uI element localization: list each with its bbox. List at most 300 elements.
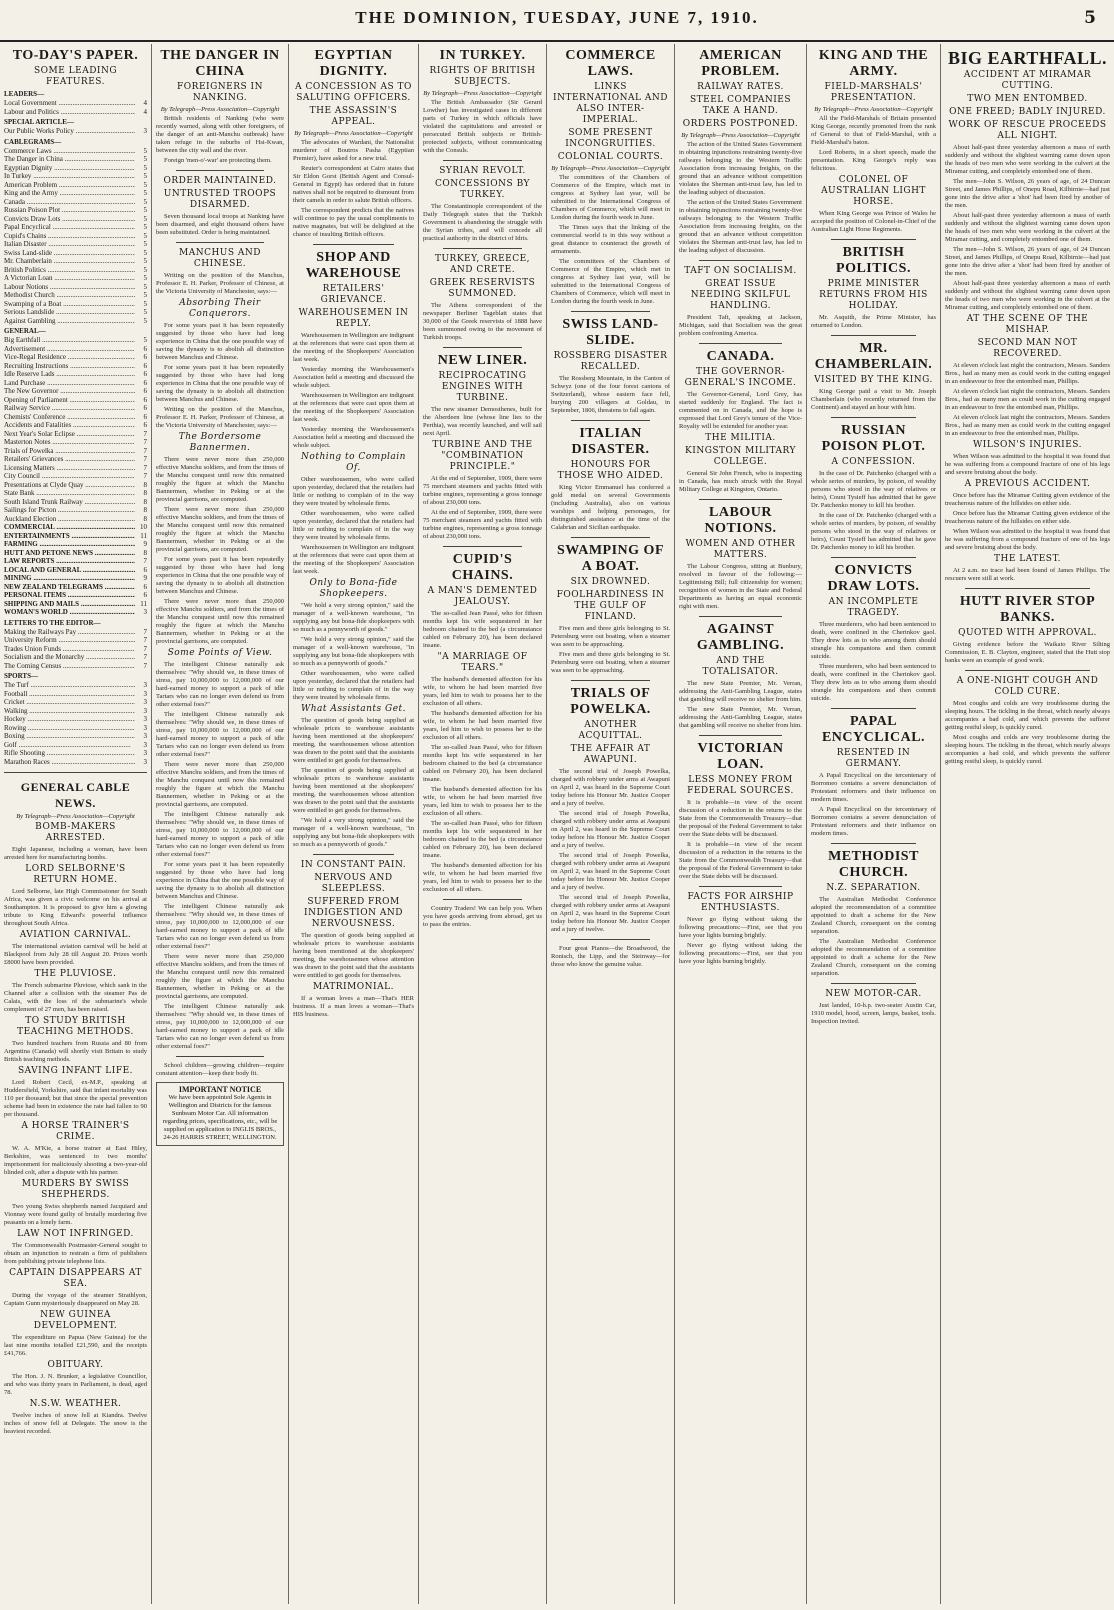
advert-text: Never go flying without taking the following precautions:—First, see that you have your lights burning brightly. <box>679 942 802 965</box>
index-entry <box>4 515 147 524</box>
article-text: The so-called Jean Passé, who for fifteen months kept his wife sequestered in her bedroom chained to the bed (a circumstance cabled on February 20), has been declared insane. <box>423 820 542 859</box>
section-heading: What Assistants Get. <box>301 704 406 714</box>
index-entry <box>4 362 147 371</box>
article-text: The Times says that the linking of the commercial world is in this way without a great distance to counteract the growth of armaments. <box>551 224 670 255</box>
index-entry-name: Vice-Regal Residence ..... <box>4 353 135 362</box>
index-entry <box>4 749 147 758</box>
article-subhead: HONOURS FOR THOSE WHO AIDED. <box>557 460 664 481</box>
index-entry <box>4 164 147 173</box>
index-entry-name: Our Public Works Policy ..... <box>4 127 135 136</box>
article-text: When King George was Prince of Wales he accepted the position of Colonel-in-Chief of the Australian Light Horse Regiments. <box>811 210 936 233</box>
story-heading: LORD SELBORNE'S RETURN HOME. <box>25 864 126 885</box>
column-commerce <box>546 44 674 1604</box>
story-heading: MURDERS BY SWISS SHEPHERDS. <box>21 1179 130 1200</box>
index-entry-page: 5 <box>143 308 147 316</box>
index-entry <box>4 266 147 275</box>
article-headline: SWAMPING OF A BOAT. <box>557 543 664 574</box>
index-entry-page: 3 <box>143 749 147 757</box>
advert-heading: NEW MOTOR-CAR. <box>825 989 922 999</box>
index-entry-name: Football ..... <box>4 690 135 699</box>
index-entry-name: FARMING ..... <box>4 540 135 549</box>
article-text: The husband's demented affection for his wife, to whom he had been married five years, led him to wish to possess her to the exclusion of all others. <box>423 676 542 707</box>
byline: By Telegraph—Press Association—Copyright <box>423 90 542 97</box>
index-entry-page: 7 <box>143 644 147 653</box>
article-subhead: A CONCESSION AS TO SALUTING OFFICERS. <box>295 82 412 103</box>
index-entry <box>4 724 147 733</box>
story-heading: THE PLUVIOSE. <box>34 969 117 979</box>
index-entry-name: Local Government ..... <box>4 99 135 108</box>
index-entry-name: Commerce Laws ..... <box>4 147 135 156</box>
index-entry <box>4 155 147 164</box>
index-entry-page: 5 <box>143 291 147 299</box>
advert-text: If a woman loves a man—That's HER business. If a man loves a woman—That's HIS business. <box>293 995 414 1018</box>
index-entry-page: 6 <box>143 591 147 599</box>
section-heading: COLONEL OF AUSTRALIAN LIGHT HORSE. <box>821 175 926 207</box>
index-entry <box>4 732 147 741</box>
article-text: About half-past three yesterday afternoon a mass of earth suddenly and without the slightest warning came down upon the heads of two men who were working in the culvert at the Miramar cutting, and completely entombed one of them. <box>945 212 1110 243</box>
index-entry-name: ENTERTAINMENTS ..... <box>4 532 135 541</box>
story-text: Two hundred teachers from Russia and 80 from Argentina (Canada) will shortly visit Britain to study British teaching methods. <box>4 1040 147 1063</box>
index-entry-page: 7 <box>143 429 147 438</box>
index-entry-name: Against Gambling ..... <box>4 317 135 326</box>
article-text: For some years past it has been repeatedly suggested by those who have had long experience in China that the one possible way of saving the dynasty is to abolish all distinction between Manchus and Chinese. <box>156 556 284 595</box>
index-entry-page: 5 <box>143 336 147 344</box>
article-subhead: LINKS INTERNATIONAL AND ALSO INTER-IMPERIAL. <box>553 82 668 125</box>
index-entry <box>4 608 147 617</box>
article-text: The committees of the Chambers of Commerce of the Empire, which met in congress at Sydney last year, will be submitted to the International Congress of Chambers of Commerce, which will meet in London during the fourth week in June. <box>551 174 670 221</box>
index-entry <box>4 274 147 283</box>
article-text: It is probable—in view of the recent discussion of a reduction in the returns to the State from the Commonwealth Treasury—that the proposal of the Federal Government to take over the State debts will be discussed. <box>679 799 802 838</box>
index-entry-page: 5 <box>143 316 147 325</box>
section-heading: SYRIAN REVOLT. <box>439 166 526 176</box>
article-text: The intelligent Chinese naturally ask themselves: "Why should we, in these times of stress, pay 10,000,000 to 12,000,000 of our hard-earned money to support a pack of idle Tartars who can no longer even defend us from other external foes?" <box>156 903 284 950</box>
section-heading: GREEK RESERVISTS SUMMONED. <box>429 278 536 299</box>
index-entry <box>4 557 147 566</box>
article-subhead: WAREHOUSEMEN IN REPLY. <box>298 308 409 329</box>
index-entry-name: Italian Disaster ..... <box>4 240 135 249</box>
section-heading: "A MARRIAGE OF TEARS." <box>437 652 528 673</box>
section-heading: MANCHUS AND CHINESE. <box>178 248 262 269</box>
index-entry-page: 7 <box>143 463 147 472</box>
index-entry <box>4 215 147 224</box>
index-entry <box>4 189 147 198</box>
advert-heading: IN CONSTANT PAIN. <box>300 860 407 870</box>
article-text: Three murderers, who had been sentenced to death, were confined in the Cherinkov gaol. They drew lots as to who among them should strangle his companions and then commit suicide. <box>811 621 936 660</box>
index-entry <box>4 232 147 241</box>
index-entry-name: Idle Reserve Lads ..... <box>4 370 135 379</box>
index-entry-name: Russian Poison Plot ..... <box>4 206 135 215</box>
index-category: SPECIAL ARTICLE— <box>4 118 74 126</box>
index-entry-page: 5 <box>143 265 147 274</box>
story-heading: CAPTAIN DISAPPEARS AT SEA. <box>9 1268 142 1289</box>
article-text: At 2 a.m. no trace had been found of James Phillips. The rescuers were still at work. <box>945 567 1110 582</box>
article-text: The so-called Jean Passé, who for fifteen months kept his wife sequestered in her bedroom chained to the bed (a circumstance cabled on February 20), has been declared insane. <box>423 610 542 649</box>
index-entry-name: City Council ..... <box>4 472 135 481</box>
index-entry-name: South Island Trunk Railway ..... <box>4 498 135 507</box>
index-entry-name: Swamping of a Boat ..... <box>4 300 135 309</box>
cable-news-heading: GENERAL CABLE NEWS. <box>20 780 131 810</box>
article-text: President Taft, speaking at Jackson, Michigan, said that Socialism was the great problem confronting America. <box>679 314 802 337</box>
advert-text: Most coughs and colds are very troublesome during the sleeping hours. The tickling in the throat, which nearly always accompanies a bad cold, and which prevents the sufferer getting restful sleep, is quickly cured. <box>945 700 1110 731</box>
index-entry-page: 3 <box>143 706 147 715</box>
article-text: The advocates of Wardani, the Nationalist murderer of Boutros Pasha (Egyptian Premier), have asked for a new trial. <box>293 139 414 162</box>
index-entry-name: The New Governor ..... <box>4 387 135 396</box>
section-heading: Absorbing Their Conquerors. <box>179 298 261 319</box>
todays-paper-heading: TO-DAY'S PAPER. <box>12 48 139 63</box>
article-subhead: LESS MONEY FROM FEDERAL SOURCES. <box>687 775 794 796</box>
article-text: Writing on the position of the Manchus, Professor E. H. Parker, Professor of Chinese, at the Victoria University of Manchester, says:— <box>156 406 284 429</box>
article-headline: THE DANGER IN CHINA <box>160 48 280 79</box>
story-text: The Hon. J. N. Brunker, a legislative Councillor, and who was thirty years in Parliament, is dead, aged 78. <box>4 1373 147 1396</box>
index-entry-page: 5 <box>143 282 147 291</box>
article-text: The intelligent Chinese naturally ask themselves: "Why should we, in these times of stress, pay 10,000,000 to 12,000,000 of our hard-earned money to support a pack of idle Tartars who can no longer even defend us from other external foes?" <box>156 811 284 858</box>
index-entry <box>4 198 147 207</box>
index-entry-name: Opening of Parliament ..... <box>4 396 135 405</box>
index-entry-page: 8 <box>143 548 147 557</box>
index-category: SPORTS— <box>4 672 38 680</box>
article-subhead: RAILWAY RATES. <box>697 82 784 92</box>
article-headline: RUSSIAN POISON PLOT. <box>821 423 926 454</box>
index-entry-page: 7 <box>143 472 147 480</box>
article-text: "We hold a very strong opinion," said the manager of a well-known warehouse, "in supplying any but bona-fide shopkeepers with so much as a pennyworth of goods." <box>293 636 414 667</box>
index-entry-page: 5 <box>143 155 147 163</box>
article-text: King George paid a visit to Mr. Joseph Chamberlain (who recently returned from the Continent) and stayed an hour with him. <box>811 388 936 411</box>
column-turkey <box>418 44 546 1604</box>
index-entry-page: 9 <box>143 574 147 582</box>
advert-text: Just landed, 10-h.p. two-seater Austin Car, 1910 model, hood, screen, lamps, basket, tools. Inspection invited. <box>811 1002 936 1025</box>
article-headline: CANADA. <box>706 349 775 364</box>
article-subhead: THE AFFAIR AT AWAPUNI. <box>570 744 651 765</box>
index-entry-page: 5 <box>143 206 147 214</box>
byline: By Telegraph—Press Association—Copyright <box>681 132 800 139</box>
index-entry-page: 6 <box>143 395 147 404</box>
article-text: There were never more than 250,000 effective Manchu soldiers, and from the times of the Manchu conquest until now this remained roughly the figure at which the Manchu Bannermen, whether in Peking or at the provincial garrisons, are computed. <box>156 953 284 1000</box>
index-entry-page: 5 <box>143 223 147 231</box>
index-entry-page: 6 <box>143 387 147 395</box>
index-entry-name: MINING ..... <box>4 574 135 583</box>
article-subhead: ANOTHER ACQUITTAL. <box>578 720 643 741</box>
column-index <box>0 44 151 1604</box>
section-heading: TURBINE AND THE "COMBINATION PRINCIPLE." <box>432 440 533 472</box>
index-entry <box>4 698 147 707</box>
article-subhead: AND THE TOTALISATOR. <box>702 656 779 677</box>
advert-heading: SUFFERED FROM INDIGESTION AND NERVOUSNESS. <box>304 897 403 929</box>
article-subhead: FOOLHARDINESS IN THE GULF OF FINLAND. <box>556 590 665 622</box>
section-heading: Only to Bona-fide Shopkeepers. <box>309 578 398 599</box>
story-heading: A HORSE TRAINER'S CRIME. <box>21 1121 130 1142</box>
index-entry <box>4 741 147 750</box>
article-subhead: ONE FREED; BADLY INJURED. <box>949 107 1106 117</box>
article-subhead: RETAILERS' GRIEVANCE. <box>320 284 387 305</box>
index-entry-page: 3 <box>143 715 147 723</box>
index-entry-page: 6 <box>143 412 147 421</box>
index-entry-page: 6 <box>143 353 147 361</box>
article-headline: LABOUR NOTIONS. <box>704 505 777 536</box>
article-text: The Rossberg Mountain, in the Canton of Schwyz (one of the four forest cantons of Switzerland), whose eastern face fell, burying 200 villagers at Goldau, in September, 1806, threatens to fall again. <box>551 375 670 414</box>
index-entry-name: Trades Union Funds ..... <box>4 645 135 654</box>
index-entry-page: 7 <box>143 446 147 455</box>
article-text: King Victor Emmanuel has conferred a gold medal on several Governments (including Australia), also on various warships and helping personages, for distinguished assistance at the time of the Calabrian and Sicilian earthquake. <box>551 484 670 531</box>
index-entry-page: 3 <box>143 732 147 740</box>
article-text: Three murderers, who had been sentenced to death, were confined in the Cherinkov gaol. They drew lots as to who among them should strangle his companions and then commit suicide. <box>811 663 936 702</box>
article-headline: TRIALS OF POWELKA. <box>570 686 651 717</box>
index-entry <box>4 690 147 699</box>
index-entry-page: 6 <box>143 344 147 353</box>
article-subhead: TWO MEN ENTOMBED. <box>967 94 1088 104</box>
index-entry-name: Retailers' Grievances ..... <box>4 455 135 464</box>
story-text: Two young Swiss shepherds named Jacquiard and Vionnay were found guilty of brutally murdering five peasants on a lonely farm. <box>4 1203 147 1226</box>
index-entry <box>4 636 147 645</box>
article-text: The intelligent Chinese naturally ask themselves: "Why should we, in these times of stress, pay 10,000,000 to 12,000,000 of our hard-earned money to support a pack of idle Tartars who can no longer even defend us from other external foes?" <box>156 1003 284 1050</box>
story-heading: TO STUDY BRITISH TEACHING METHODS. <box>17 1016 134 1037</box>
story-text: Lord Selborne, late High Commissioner for South Africa, was given a civic welcome on his arrival at Southampton. It is proposed to give him a glowing tribute to King Edward's powerful influence throughout South Africa. <box>4 888 147 927</box>
index-entry-page: 7 <box>143 627 147 636</box>
article-subhead: ROSSBERG DISASTER RECALLED. <box>553 351 668 372</box>
column-king <box>806 44 940 1604</box>
advert-heading: MATRIMONIAL. <box>313 982 394 992</box>
section-heading: UNTRUSTED TROOPS DISARMED. <box>163 189 277 210</box>
article-text: Reuter's correspondent at Cairo states that Sir Eldon Gorst (British Agent and Consul-General in Egypt) has ordered that in future natives shall not be required to dismount from their camels in order to salute British officers. <box>293 165 414 204</box>
index-entry-page: 11 <box>140 531 147 540</box>
article-subhead: STEEL COMPANIES TAKE A HAND. <box>689 95 792 116</box>
column-america <box>674 44 806 1604</box>
article-text: At the end of September, 1909, there were 75 merchant steamers and yachts fitted with turbine engines, representing a gross tonnage of about 230,000 tons. <box>423 475 542 506</box>
index-entry-page: 8 <box>143 489 147 497</box>
section-heading: AT THE SCENE OF THE MISHAP. <box>966 314 1089 335</box>
index-entry <box>4 336 147 345</box>
index-entry-name: Swiss Land-slide ..... <box>4 249 135 258</box>
index-entry-name: British Politics ..... <box>4 266 135 275</box>
index-entry <box>4 438 147 447</box>
article-text: There were never more than 250,000 effective Manchu soldiers, and from the times of the Manchu conquest until now this remained roughly the figure at which the Manchu Bannermen, whether in Peking or at the provincial garrisons, are computed. <box>156 456 284 503</box>
index-entry-page: 7 <box>143 557 147 565</box>
article-subhead: WORK OF RESCUE PROCEEDS ALL NIGHT. <box>948 120 1107 141</box>
section-heading: Nothing to Complain Of. <box>301 452 406 473</box>
story-text: Lord Robert Cecil, ex-M.P., speaking at Huddersfield, Yorkshire, said that infant mortality was 110 per thousand; but that since the special prevention scheme had been in existence the rate had fallen to 90 per thousand. <box>4 1079 147 1118</box>
advert-text: School children—growing children—require constant attention—keep their body fit. <box>156 1062 284 1077</box>
index-entry <box>4 223 147 232</box>
article-text: Once before has the Miramar Cutting given evidence of the treacherous nature of the hillsides on either side. <box>945 492 1110 507</box>
index-entry-name: Licensing Matters ..... <box>4 464 135 473</box>
index-entry <box>4 464 147 473</box>
article-text: Five men and three girls belonging to St. Petersburg were out boating, when a steamer was seen to be approaching. <box>551 625 670 648</box>
index-entry-name: The Coming Census ..... <box>4 662 135 671</box>
index-entry-name: University Reform ..... <box>4 636 135 645</box>
index-entry <box>4 370 147 379</box>
index-entry <box>4 308 147 317</box>
article-headline: METHODIST CHURCH. <box>828 849 919 880</box>
index-entry-page: 8 <box>143 480 147 489</box>
article-subhead: SOME PRESENT INCONGRUITIES. <box>565 128 656 149</box>
index-entry-name: Trials of Powelka ..... <box>4 447 135 456</box>
article-headline: CONVICTS DRAW LOTS. <box>827 563 920 594</box>
index-entry-page: 3 <box>143 740 147 749</box>
article-text: Warehousemen in Wellington are indignant at the references that were cast upon them at the meeting of the Shopkeepers' Association last week. <box>293 332 414 363</box>
index-entry <box>4 387 147 396</box>
index-entry-page: 3 <box>143 689 147 698</box>
index-entry <box>4 600 147 609</box>
advert-heading: NERVOUS AND SLEEPLESS. <box>314 873 393 894</box>
index-entry-page: 6 <box>143 378 147 387</box>
index-entry-page: 5 <box>143 163 147 172</box>
article-text: The Labour Congress, sitting at Bunbury, resolved in favour of the following:— Legitimising Bill; full citizenship for women; recognition of women in the State and Federal Departments as having an equal economic right with men. <box>679 563 802 610</box>
index-entry-page: 8 <box>143 514 147 523</box>
article-text: It is probable—in view of the recent discussion of a reduction in the returns to the State from the Commonwealth Treasury—that the proposal of the Federal Government to take over the State debts will be discussed. <box>679 841 802 880</box>
article-text: Five men and three girls belonging to St. Petersburg were out boating, when a steamer was seen to be approaching. <box>551 651 670 674</box>
index-entry-page: 5 <box>143 257 147 265</box>
index-entry-page: 5 <box>143 240 147 248</box>
article-subhead: FOREIGNERS IN NANKING. <box>177 82 263 103</box>
index-entry-name: Masterton Notes ..... <box>4 438 135 447</box>
article-headline: SHOP AND WAREHOUSE <box>305 250 402 281</box>
index-entry <box>4 283 147 292</box>
index-entry-name: Hockey ..... <box>4 715 135 724</box>
index-entry <box>4 566 147 575</box>
index-entry-page: 7 <box>143 661 147 670</box>
article-headline: KING AND THE ARMY. <box>818 48 929 79</box>
index-entry-page: 5 <box>143 189 147 197</box>
index-entry-page: 5 <box>143 248 147 257</box>
index-entry <box>4 413 147 422</box>
advert-heading: FACTS FOR AIRSHIP ENTHUSIASTS. <box>687 892 794 913</box>
index-entry-name: Rowing ..... <box>4 724 135 733</box>
article-text: Other warehousemen, who were called upon yesterday, declared that the retailers had little or nothing to complain of in the way they were treated by wholesale firms. <box>293 670 414 701</box>
article-headline: ITALIAN DISASTER. <box>571 426 650 457</box>
article-text: "We hold a very strong opinion," said the manager of a well-known warehouse, "in supplying any but bona-fide shopkeepers with so much as a pennyworth of goods." <box>293 602 414 633</box>
article-text: The new steamer Demosthenes, built for the Aberdeen line (whose line lies to the Perthia), was recently launched, and will sail next April. <box>423 406 542 437</box>
index-entry <box>4 583 147 592</box>
article-text: The men—John S. Wilson, 26 years of age, of 24 Duncan Street, and James Phillips, of Onepu Road, Kilbirnie—had just gone into the drive after a 'shot' had been fired by another of the men. <box>945 246 1110 277</box>
article-text: Yesterday morning the Warehousemen's Association held a meeting and discussed the whole subject. <box>293 426 414 449</box>
article-text: The new State Premier, Mr. Verran, addressing the Anti-Gambling League, states that gambling will receive no shelter from him. <box>679 680 802 703</box>
byline: By Telegraph—Press Association—Copyright <box>160 106 280 113</box>
article-text: The committees of the Chambers of Commerce of the Empire, which met in congress at Sydney last year, will be submitted to the International Congress of Chambers of Commerce, which will meet in London during the fourth week in June. <box>551 258 670 305</box>
story-heading: LAW NOT INFRINGED. <box>17 1229 134 1239</box>
article-headline: IN TURKEY. <box>439 48 526 63</box>
index-category: LEADERS— <box>4 90 45 98</box>
index-category: CABLEGRAMS— <box>4 137 62 146</box>
article-headline: AMERICAN PROBLEM. <box>699 48 782 79</box>
article-text: Giving evidence before the Waikato River Silting Commission, E. B. Clayton, engineer, stated that the Hutt stop banks were an example of good work. <box>945 641 1110 664</box>
article-text: "We hold a very strong opinion," said the manager of a well-known warehouse, "in supplying any but bona-fide shopkeepers with so much as a pennyworth of goods." <box>293 817 414 848</box>
article-headline: SWISS LAND-SLIDE. <box>562 317 659 348</box>
story-heading: SAVING INFANT LIFE. <box>17 1066 134 1076</box>
article-text: The husband's demented affection for his wife, to whom he had been married five years, led him to wish to possess her to the exclusion of all others. <box>423 786 542 817</box>
index-entry <box>4 523 147 532</box>
section-heading: GREAT ISSUE NEEDING SKILFUL HANDLING. <box>690 279 791 311</box>
article-text: The second trial of Joseph Powelka, charged with robbery under arms at Awapuni on April 2, was heard in the Supreme Court today before his Honour Mr. Justice Cooper and a jury of twelve. <box>551 852 670 891</box>
index-entry <box>4 481 147 490</box>
index-entry <box>4 628 147 637</box>
index-entry <box>4 300 147 309</box>
index-entry <box>4 345 147 354</box>
index-entry <box>4 353 147 362</box>
article-text: The husband's demented affection for his wife, to whom he had been married five years, led him to wish to possess her to the exclusion of all others. <box>423 710 542 741</box>
advert-text: Four great Pianos—the Broadwood, the Ronisch, the Lipp, and the Steinway—for those who know the genuine value. <box>551 945 670 968</box>
article-subhead: WOMEN AND OTHER MATTERS. <box>685 539 796 560</box>
index-entry <box>4 172 147 181</box>
index-category: GENERAL— <box>4 327 46 335</box>
index-entry-name: Railway Service ..... <box>4 404 135 413</box>
story-heading: NEW GUINEA DEVELOPMENT. <box>33 1310 118 1331</box>
index-entry-name: In Turkey ..... <box>4 172 135 181</box>
article-text: At the end of September, 1909, there were 75 merchant steamers and yachts fitted with turbine engines, representing a gross tonnage of about 230,000 tons. <box>423 509 542 540</box>
index-entry-name: HUTT AND PETONE NEWS ..... <box>4 549 135 558</box>
index-entry-name: Chemists' Conference ..... <box>4 413 135 422</box>
story-text: The Commonwealth Postmaster-General sought to obtain an injunction to restrain a firm of publishers from publishing private telephone lists. <box>4 1242 147 1265</box>
index-entry-page: 6 <box>143 421 147 429</box>
index-entry-page: 3 <box>143 127 147 135</box>
index-entry <box>4 249 147 258</box>
index-entry-name: Land Purchase ..... <box>4 379 135 388</box>
article-text: For some years past it has been repeatedly suggested by those who have had long experience in China that the one possible way of saving the dynasty is to abolish all distinction between Manchus and Chinese. <box>156 861 284 900</box>
index-entry <box>4 653 147 662</box>
index-entry-name: Walking ..... <box>4 707 135 716</box>
index-entry-name: Socialism and the Monarchy ..... <box>4 653 135 662</box>
index-entry-name: Methodist Church ..... <box>4 291 135 300</box>
article-subhead: QUOTED WITH APPROVAL. <box>958 628 1097 638</box>
article-headline: HUTT RIVER STOP BANKS. <box>959 594 1096 625</box>
article-text: The Constantinople correspondent of the Daily Telegraph states that the Turkish Government is abandoning the struggle with the Syrian tribes, and will concede all practical authority in the district of Idris. <box>423 203 542 242</box>
article-headline: CUPID'S CHAINS. <box>451 552 514 583</box>
index-entry <box>4 472 147 481</box>
index-entry-name: Labour and Politics ..... <box>4 108 135 117</box>
index-entry <box>4 430 147 439</box>
section-heading: KINGSTON MILITARY COLLEGE. <box>685 446 796 467</box>
story-text: The international aviation carnival will be held at Blackpool from July 28 till August 20. Prizes worth £8000 have been provided. <box>4 943 147 966</box>
index-entry <box>4 574 147 583</box>
index-entry-name: Canada ..... <box>4 198 135 207</box>
index-entry-name: Cricket ..... <box>4 698 135 707</box>
column-earthfall <box>940 44 1114 1604</box>
index-entry-page: 3 <box>143 608 147 616</box>
index-entry-page: 3 <box>143 723 147 732</box>
index-entry <box>4 707 147 716</box>
article-text: All the Field-Marshals of Britain presented King George, recently promoted from the rank of General to that of Field-Marshal, with a Field-Marshal's baton. <box>811 115 936 146</box>
index-entry-page: 6 <box>143 361 147 370</box>
article-subhead: ORDERS POSTPONED. <box>682 119 799 129</box>
article-text: The Australian Methodist Conference adopted the recommendation of a committee appointed to draft a scheme for the New Zealand Church, consequent on the coming separation. <box>811 938 936 977</box>
story-text: The expenditure on Papua (New Guinea) for the last nine months totalled £21,590, and the receipts £41,766. <box>4 1334 147 1357</box>
index-entry-page: 5 <box>143 172 147 180</box>
article-text: Lord Roberts, in a short speech, made the presentation. King George's reply was felicitous. <box>811 149 936 172</box>
article-subhead: RESENTED IN GERMANY. <box>836 748 911 769</box>
byline: By Telegraph—Press Association—Copyright <box>814 106 933 113</box>
article-text: The new State Premier, Mr. Verran, addressing the Anti-Gambling League, states that gambling will receive no shelter from him. <box>679 706 802 729</box>
article-text: A Papal Encyclical on the tercentenary of Borromeo contains a severe denunciation of Protestant reformers and their influence on modern times. <box>811 806 936 837</box>
article-text: Seven thousand local troops at Nanking have been disarmed, and eight thousand others have been substituted. Order is being maintained. <box>156 213 284 236</box>
article-text: For some years past it has been repeatedly suggested by those who have had long experience in China that the one possible way of saving the dynasty is to abolish all distinction between Manchus and Chinese. <box>156 364 284 403</box>
article-text: Other warehousemen, who were called upon yesterday, declared that the retailers had little or nothing to complain of in the way they were treated by wholesale firms. <box>293 510 414 541</box>
article-text: A Papal Encyclical on the tercentenary of Borromeo contains a severe denunciation of Protestant reformers and their influence on modern times. <box>811 772 936 803</box>
index-category: LETTERS TO THE EDITOR— <box>4 618 101 627</box>
index-entry-name: SHIPPING AND MAILS ..... <box>4 600 135 609</box>
article-subhead: ACCIDENT AT MIRAMAR CUTTING. <box>963 70 1092 91</box>
article-text: The husband's demented affection for his wife, to whom he had been married five years, led him to wish to possess her to the exclusion of all others. <box>423 862 542 893</box>
index-entry-name: American Problem ..... <box>4 181 135 190</box>
article-text: At eleven o'clock last night the contractors, Messrs. Sanders Bros., had as many men as could work in the cutting engaged in an endeavour to free the entombed man, Phillips. <box>945 362 1110 385</box>
index-entry <box>4 681 147 690</box>
index-entry <box>4 257 147 266</box>
article-subhead: THE GOVERNOR-GENERAL'S INCOME. <box>684 367 797 388</box>
index-entry <box>4 758 147 767</box>
section-heading: CONCESSIONS BY TURKEY. <box>434 179 530 200</box>
index-entry <box>4 291 147 300</box>
index-entry <box>4 715 147 724</box>
article-subhead: THE ASSASSIN'S APPEAL. <box>309 106 398 127</box>
index-entry-page: 5 <box>143 214 147 223</box>
index-entry-page: 9 <box>143 540 147 548</box>
